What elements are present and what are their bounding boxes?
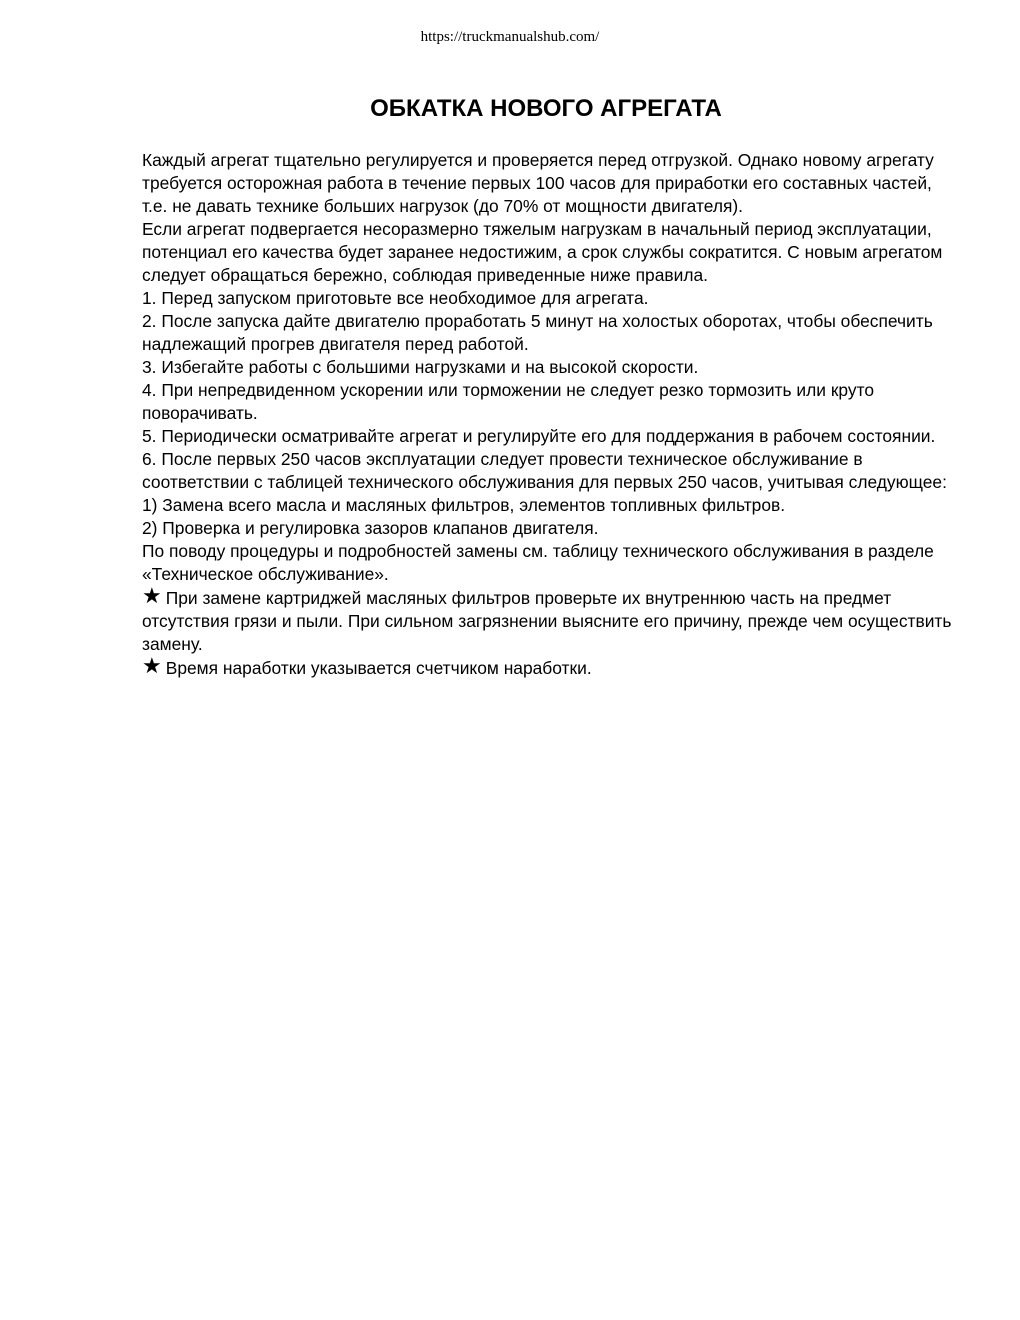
- sub-item-2: 2) Проверка и регулировка зазоров клапанов двигателя.: [142, 518, 599, 538]
- sub-item-1: 1) Замена всего масла и масляных фильтров, элементов топливных фильтров.: [142, 495, 786, 515]
- rule-item-3: 3. Избегайте работы с большими нагрузками и на высокой скорости.: [142, 357, 699, 377]
- paragraph-intro: Каждый агрегат тщательно регулируется и проверяется перед отгрузкой. Однако новому агрегату требуется осторожная работа в течение первых 100 часов для приработки его составных частей, т.е. не давать технике больших нагрузок (до 70% от мощности двигателя).: [142, 150, 934, 216]
- rule-item-6: 6. После первых 250 часов эксплуатации следует провести техническое обслуживание в соответствии с таблицей технического обслуживания для первых 250 часов, учитывая следующее:: [142, 449, 947, 492]
- note-text: При замене картриджей масляных фильтров проверьте их внутреннюю часть на предмет отсутствия грязи и пыли. При сильном загрязнении выясните его причину, прежде чем осуществить замену.: [142, 588, 952, 654]
- rule-item-1: 1. Перед запуском приготовьте все необходимое для агрегата.: [142, 288, 649, 308]
- page-title: ОБКАТКА НОВОГО АГРЕГАТА: [370, 95, 722, 122]
- paragraph-warning: Если агрегат подвергается несоразмерно тяжелым нагрузкам в начальный период эксплуатации, потенциал его качества будет заранее недостижим, а срок службы сократится. С новым агрегатом следует обращаться бережно, соблюдая приведенные ниже правила.: [142, 219, 943, 285]
- header-url: https://truckmanualshub.com/: [420, 29, 600, 45]
- star-icon: ★: [142, 653, 162, 678]
- paragraph-reference: По поводу процедуры и подробностей замены см. таблицу технического обслуживания в разделе «Техническое обслуживание».: [142, 541, 934, 584]
- rule-item-4: 4. При непредвиденном ускорении или торможении не следует резко тормозить или круто поворачивать.: [142, 380, 875, 423]
- note-text: Время наработки указывается счетчиком наработки.: [165, 658, 592, 678]
- star-icon: ★: [142, 583, 162, 608]
- document-body: [142, 149, 962, 680]
- note-filter-check: [142, 583, 962, 656]
- rule-item-5: 5. Периодически осматривайте агрегат и регулируйте его для поддержания в рабочем состоянии.: [142, 426, 936, 446]
- note-hour-meter: [142, 653, 962, 680]
- rule-item-2: 2. После запуска дайте двигателю проработать 5 минут на холостых оборотах, чтобы обеспечить надлежащий прогрев двигателя перед работой.: [142, 311, 933, 354]
